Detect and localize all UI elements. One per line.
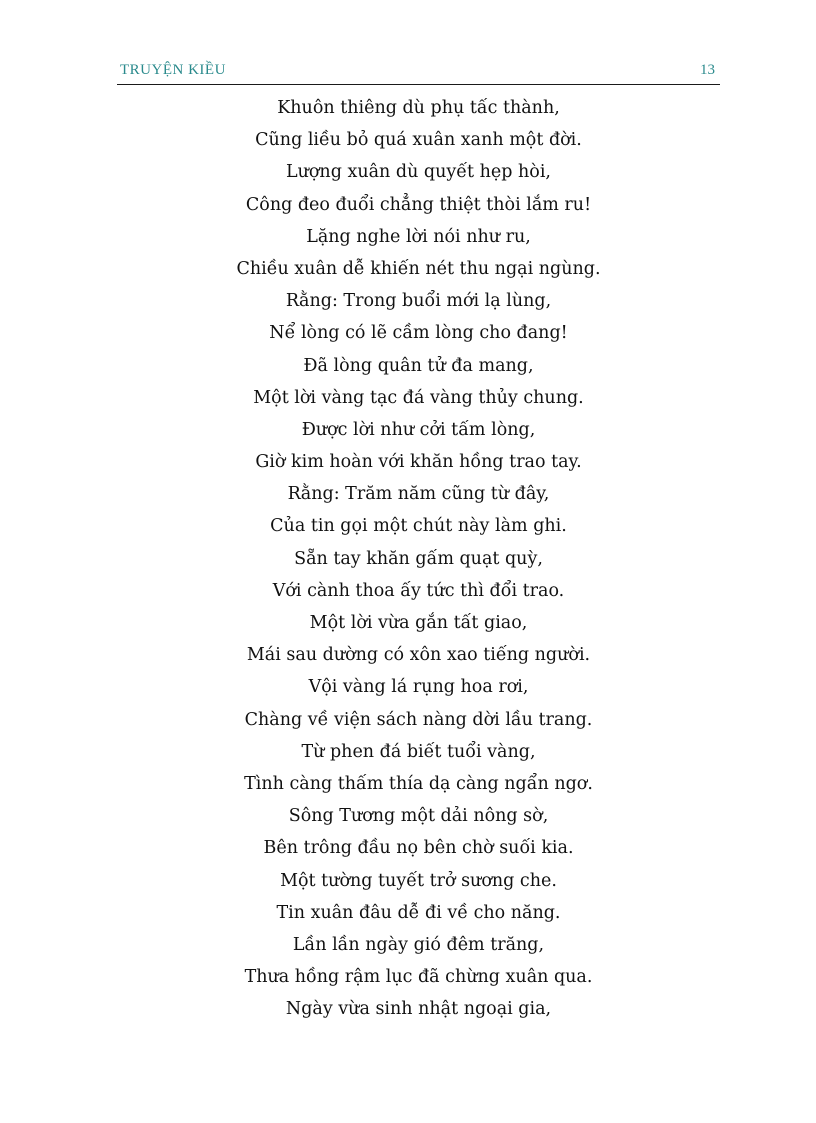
verse-line: Cũng liều bỏ quá xuân xanh một đời. [255,130,582,151]
poem-body [117,92,720,1025]
verse-line: Lần lần ngày gió đêm trăng, [292,934,545,955]
verse-line: Một lời vàng tạc đá vàng thủy chung. [253,387,584,408]
verse-line: Của tin gọi một chút này làm ghi. [270,516,567,537]
running-title: TRUYỆN KIỀU [120,62,226,78]
verse-line: Một tường tuyết trở sương che. [280,870,557,891]
page-number: 13 [700,62,715,78]
verse-line: Một lời vừa gắn tất giao, [309,613,528,633]
verse-line: Rằng: Trăm năm cũng từ đây, [287,484,550,505]
verse-line: Nể lòng có lẽ cầm lòng cho đang! [269,323,568,344]
verse-line: Tình càng thấm thía dạ càng ngẩn ngơ. [244,773,593,794]
verse-line: Chiều xuân dễ khiến nét thu ngại ngùng. [236,258,601,279]
verse-line: Từ phen đá biết tuổi vàng, [301,741,536,762]
verse-line: Chàng về viện sách nàng dời lầu trang. [244,709,593,730]
verse-line: Ngày vừa sinh nhật ngoại gia, [285,999,552,1020]
verse-line: Đã lòng quân tử đa mang, [303,355,534,376]
verse-line: Vội vàng lá rụng hoa rơi, [308,677,529,698]
verse-line: Bên trông đầu nọ bên chờ suối kia. [263,838,574,859]
verse-line: Sẵn tay khăn gấm quạt quỳ, [294,548,543,569]
verse-line: Được lời như cởi tấm lòng, [301,419,536,440]
verse-line: Công đeo đuổi chẳng thiệt thòi lắm ru! [245,194,592,215]
verse-line: Mái sau dường có xôn xao tiếng người. [246,645,591,666]
verse-line: Lượng xuân dù quyết hẹp hòi, [286,162,551,183]
verse-line: Tin xuân đâu dễ đi về cho năng. [276,902,561,923]
verse-line: Rằng: Trong buổi mới lạ lùng, [285,291,552,312]
page-header [117,62,720,85]
verse-line: Giờ kim hoàn với khăn hồng trao tay. [255,452,582,473]
verse-line: Với cành thoa ấy tức thì đổi trao. [272,580,565,601]
verse-line: Khuôn thiêng dù phụ tấc thành, [277,98,560,118]
verse-line: Thưa hồng rậm lục đã chừng xuân qua. [244,967,593,988]
verse-line: Lặng nghe lời nói như ru, [306,226,531,247]
verse-line: Sông Tương một dải nông sờ, [288,806,549,827]
